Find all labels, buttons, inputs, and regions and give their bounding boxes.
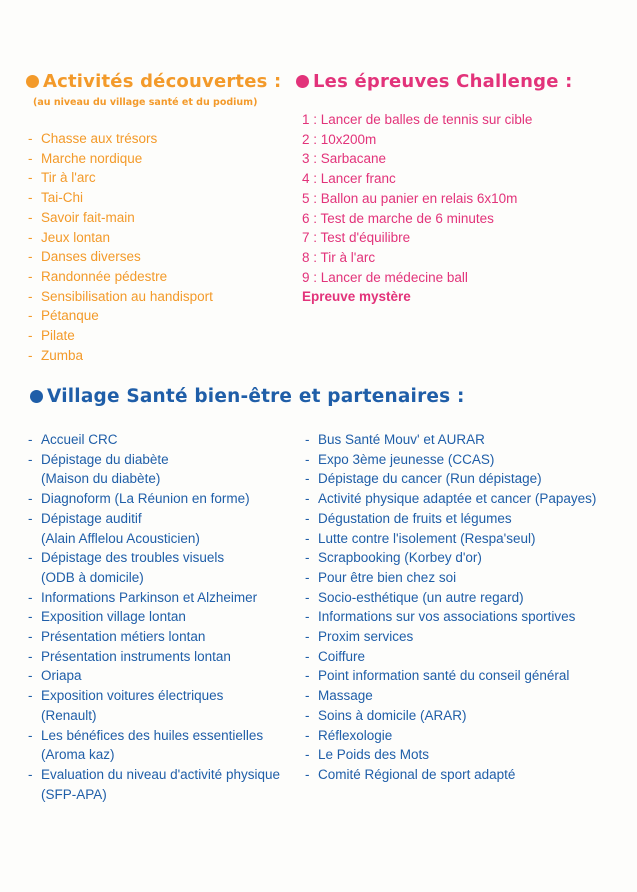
list-item: 4 : Lancer franc <box>302 171 396 187</box>
challenge-list <box>302 110 532 307</box>
village-heading <box>30 386 465 407</box>
list-item: - Oriapa <box>28 666 280 686</box>
list-item: - Dépistage du diabète <box>28 450 280 470</box>
list-item: 9 : Lancer de médecine ball <box>302 269 468 285</box>
list-item: - Sensibilisation au handisport <box>28 287 213 307</box>
list-item: - Pétanque <box>28 306 213 326</box>
list-item: - Bus Santé Mouv' et AURAR <box>305 430 596 450</box>
list-item: - Le Poids des Mots <box>305 745 596 765</box>
list-item: - Proxim services <box>305 627 596 647</box>
activities-title: Activités découvertes : <box>43 71 282 92</box>
list-item: 5 : Ballon au panier en relais 6x10m <box>302 190 518 206</box>
list-item: - Tir à l'arc <box>28 168 213 188</box>
list-item: 6 : Test de marche de 6 minutes <box>302 210 494 226</box>
list-item: - Evaluation du niveau d'activité physique <box>28 765 280 785</box>
list-item: (Maison du diabète) <box>41 471 161 487</box>
list-item: - Présentation métiers lontan <box>28 627 280 647</box>
list-item: 3 : Sarbacane <box>302 151 387 167</box>
list-item: - Soins à domicile (ARAR) <box>305 706 596 726</box>
list-item: - Scrapbooking (Korbey d'or) <box>305 548 596 568</box>
bullet-dot-icon <box>30 390 43 403</box>
bullet-dot-icon <box>26 75 39 88</box>
village-list-left <box>28 430 280 804</box>
list-item: - Informations Parkinson et Alzheimer <box>28 588 280 608</box>
list-item: - Tai-Chi <box>28 188 213 208</box>
activities-heading <box>26 71 281 92</box>
village-list-right <box>305 430 596 785</box>
list-item: - Comité Régional de sport adapté <box>305 765 596 785</box>
list-item: - Exposition village lontan <box>28 607 280 627</box>
list-item: - Exposition voitures électriques <box>28 686 280 706</box>
list-item: - Présentation instruments lontan <box>28 647 280 667</box>
list-item: (Aroma kaz) <box>41 747 115 763</box>
list-item: - Les bénéfices des huiles essentielles <box>28 726 280 746</box>
village-title: Village Santé bien-être et partenaires : <box>47 386 465 407</box>
list-item: - Réflexologie <box>305 726 596 746</box>
list-item: - Dégustation de fruits et légumes <box>305 509 596 529</box>
list-item: - Socio-esthétique (un autre regard) <box>305 588 596 608</box>
list-item: - Accueil CRC <box>28 430 280 450</box>
list-item: 7 : Test d'équilibre <box>302 230 411 246</box>
list-item: - Pour être bien chez soi <box>305 568 596 588</box>
list-item: - Coiffure <box>305 647 596 667</box>
list-item: (Renault) <box>41 707 97 723</box>
list-item: - Jeux lontan <box>28 228 213 248</box>
list-item: - Pilate <box>28 326 213 346</box>
list-item: - Expo 3ème jeunesse (CCAS) <box>305 450 596 470</box>
list-item: - Dépistage auditif <box>28 509 280 529</box>
list-item: (ODB à domicile) <box>41 569 144 585</box>
list-item: - Lutte contre l'isolement (Respa'seul) <box>305 529 596 549</box>
list-item: 8 : Tir à l'arc <box>302 249 376 265</box>
list-item: - Randonnée pédestre <box>28 267 213 287</box>
list-item: - Zumba <box>28 346 213 366</box>
challenge-heading <box>296 71 572 92</box>
challenge-title: Les épreuves Challenge : <box>313 71 573 92</box>
bullet-dot-icon <box>296 75 309 88</box>
list-item: - Savoir fait-main <box>28 208 213 228</box>
list-item: - Activité physique adaptée et cancer (Papayes) <box>305 489 596 509</box>
list-item: - Chasse aux trésors <box>28 129 213 149</box>
list-item: - Informations sur vos associations sportives <box>305 607 596 627</box>
mystery-event: Epreuve mystère <box>302 289 411 305</box>
list-item: - Danses diverses <box>28 247 213 267</box>
list-item: - Dépistage du cancer (Run dépistage) <box>305 469 596 489</box>
list-item: - Marche nordique <box>28 149 213 169</box>
list-item: 2 : 10x200m <box>302 131 377 147</box>
list-item: - Massage <box>305 686 596 706</box>
activities-subtitle: (au niveau du village santé et du podium) <box>33 97 258 108</box>
list-item: 1 : Lancer de balles de tennis sur cible <box>302 112 533 127</box>
list-item: (SFP-APA) <box>41 786 107 802</box>
list-item: - Point information santé du conseil général <box>305 666 596 686</box>
activities-list <box>28 129 213 365</box>
list-item: (Alain Afflelou Acousticien) <box>41 530 200 546</box>
list-item: - Dépistage des troubles visuels <box>28 548 280 568</box>
list-item: - Diagnoform (La Réunion en forme) <box>28 489 280 509</box>
